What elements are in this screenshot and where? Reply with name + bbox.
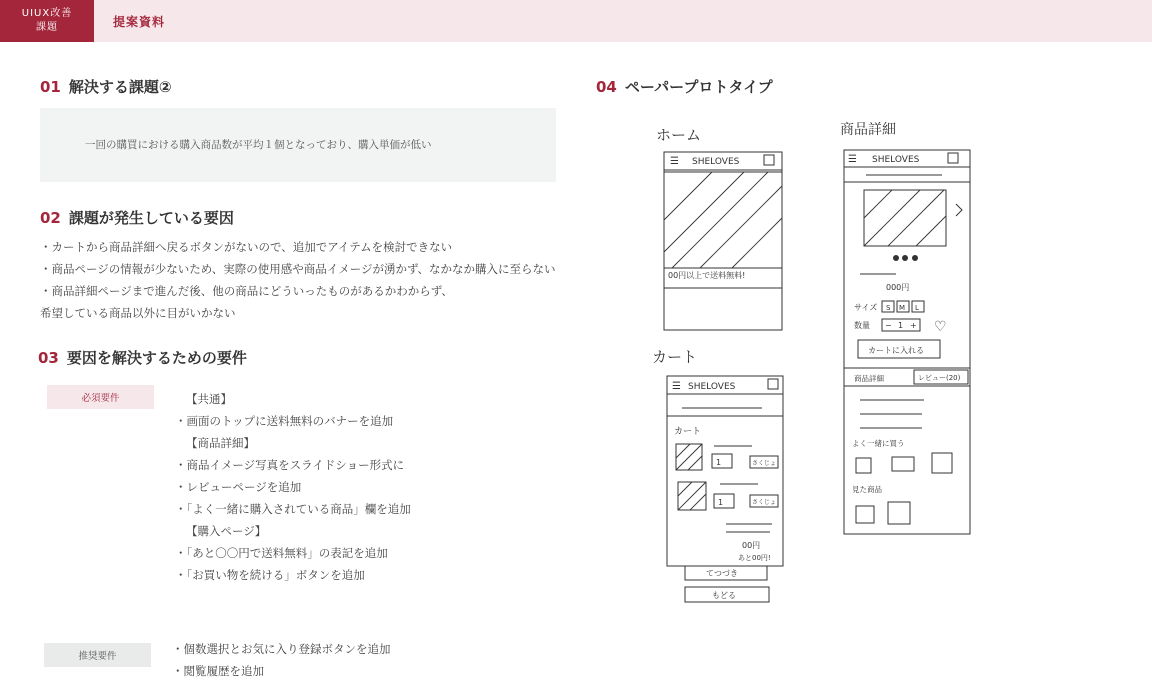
sketch-detail-image	[864, 190, 946, 246]
section-02-title: 課題が発生している要因	[68, 209, 234, 227]
svg-text:☰: ☰	[848, 154, 857, 165]
svg-text:−: −	[885, 321, 892, 330]
svg-text:さくじょ: さくじょ	[752, 499, 777, 506]
cause-line: ・カートから商品詳細へ戻るボタンがないので、追加でアイテムを検討できない	[40, 240, 453, 254]
cause-line: 希望している商品以外に目がいかない	[40, 306, 236, 320]
sketch-detail-price: 000円	[886, 283, 910, 292]
sketch-detail-viewed-label: 見た商品	[852, 485, 882, 494]
requirement-item: ・「お買い物を続ける」ボタンを追加	[175, 568, 365, 582]
svg-text:1: 1	[718, 498, 724, 507]
requirement-heading: 【購入ページ】	[186, 524, 267, 538]
requirement-heading: 【共通】	[186, 392, 232, 406]
sketch-detail-cart-icon	[948, 153, 958, 163]
sketch-home-label: ホーム	[656, 126, 702, 144]
cause-line: ・商品詳細ページまで進んだ後、他の商品にどういったものがあるかわからず、	[40, 284, 453, 298]
section-01-title: 解決する課題②	[68, 78, 172, 96]
recommended-requirements-badge: 推奨要件	[44, 643, 151, 667]
section-04-heading	[596, 76, 773, 97]
requirement-item: ・「あと〇〇円で送料無料」の表記を追加	[175, 546, 388, 560]
section-01-heading	[40, 76, 172, 97]
sketch-home-frame	[664, 152, 782, 330]
requirement-item: ・「よく一緒に購入されている商品」欄を追加	[175, 502, 411, 516]
tab-proposal[interactable]: 提案資料	[113, 15, 166, 29]
sketch-cart-total: 00円	[742, 541, 761, 550]
sketch-cart-title: カート	[674, 427, 702, 437]
sketch-cart-label: カート	[652, 348, 698, 366]
sketch-detail-size-label: サイズ	[854, 303, 878, 312]
section-02-heading	[40, 207, 234, 228]
sketch-detail-favorite-icon: ♡	[934, 319, 947, 335]
issue-box	[40, 108, 556, 182]
svg-text:☰: ☰	[670, 156, 679, 167]
svg-text:☰: ☰	[672, 381, 681, 392]
sketch-detail-qty-label: 数量	[854, 321, 870, 330]
svg-text:さくじょ: さくじょ	[752, 460, 777, 467]
issue-text: 一回の購買における購入商品数が平均１個となっており、購入単価が低い	[85, 139, 432, 151]
sketch-home-hatch	[664, 172, 782, 268]
sketch-home-banner: 00円以上で送料無料!	[668, 271, 746, 280]
section-01-number: 01	[40, 78, 61, 96]
requirement-item: ・画面のトップに送料無料のバナーを追加	[175, 414, 394, 428]
recommended-item: ・個数選択とお気に入り登録ボタンを追加	[172, 642, 391, 656]
sketch-detail-label: 商品詳細	[840, 122, 896, 138]
must-requirements-badge: 必須要件	[47, 385, 154, 409]
tag-line2: 課題	[36, 22, 58, 33]
recommended-item: ・閲覧履歴を追加	[172, 664, 264, 678]
section-02-number: 02	[40, 209, 61, 227]
sketch-cart-cart-icon	[768, 379, 778, 389]
sketch-home-brand: SHELOVES	[692, 157, 740, 167]
top-bar	[0, 0, 1152, 42]
sketch-home-cart-icon	[764, 155, 774, 165]
section-03-number: 03	[38, 349, 59, 367]
svg-text:てつづき: てつづき	[706, 569, 738, 578]
svg-text:M: M	[899, 304, 906, 312]
sketch-cart-frame	[667, 376, 783, 566]
svg-text:1: 1	[716, 458, 722, 467]
cause-line: ・商品ページの情報が少ないため、実際の使用感や商品イメージが湧かず、なかなか購入に至らない	[40, 262, 556, 276]
sketch-detail-brand: SHELOVES	[872, 155, 920, 165]
sketch-detail-frame	[844, 150, 970, 534]
paper-prototype-sketch	[640, 112, 990, 612]
svg-text:商品詳細: 商品詳細	[854, 374, 884, 383]
svg-text:S: S	[886, 304, 891, 312]
tag-line1: UIUX改善	[21, 8, 73, 19]
svg-text:レビュー(20): レビュー(20)	[918, 374, 961, 382]
svg-text:+: +	[910, 321, 917, 330]
requirement-item: ・商品イメージ写真をスライドショー形式に	[175, 458, 405, 472]
section-tag	[0, 0, 94, 42]
section-04-title: ペーパープロトタイプ	[624, 78, 773, 96]
sketch-home-hero	[664, 172, 782, 268]
requirement-heading: 【商品詳細】	[186, 436, 255, 450]
svg-text:1: 1	[898, 321, 904, 330]
requirement-item: ・レビューページを追加	[175, 480, 302, 494]
sketch-cart-free-ship: あと00円!	[738, 554, 771, 562]
sketch-cart-brand: SHELOVES	[688, 382, 736, 392]
sketch-detail-together-label: よく一緒に買う	[852, 439, 905, 448]
section-03-title: 要因を解決するための要件	[66, 349, 247, 367]
section-04-number: 04	[596, 78, 617, 96]
sketch-detail-next-arrow	[956, 204, 962, 216]
svg-text:L: L	[915, 304, 919, 312]
section-03-heading	[38, 347, 247, 368]
svg-text:もどる: もどる	[712, 591, 736, 600]
svg-text:カートに入れる: カートに入れる	[868, 346, 924, 355]
